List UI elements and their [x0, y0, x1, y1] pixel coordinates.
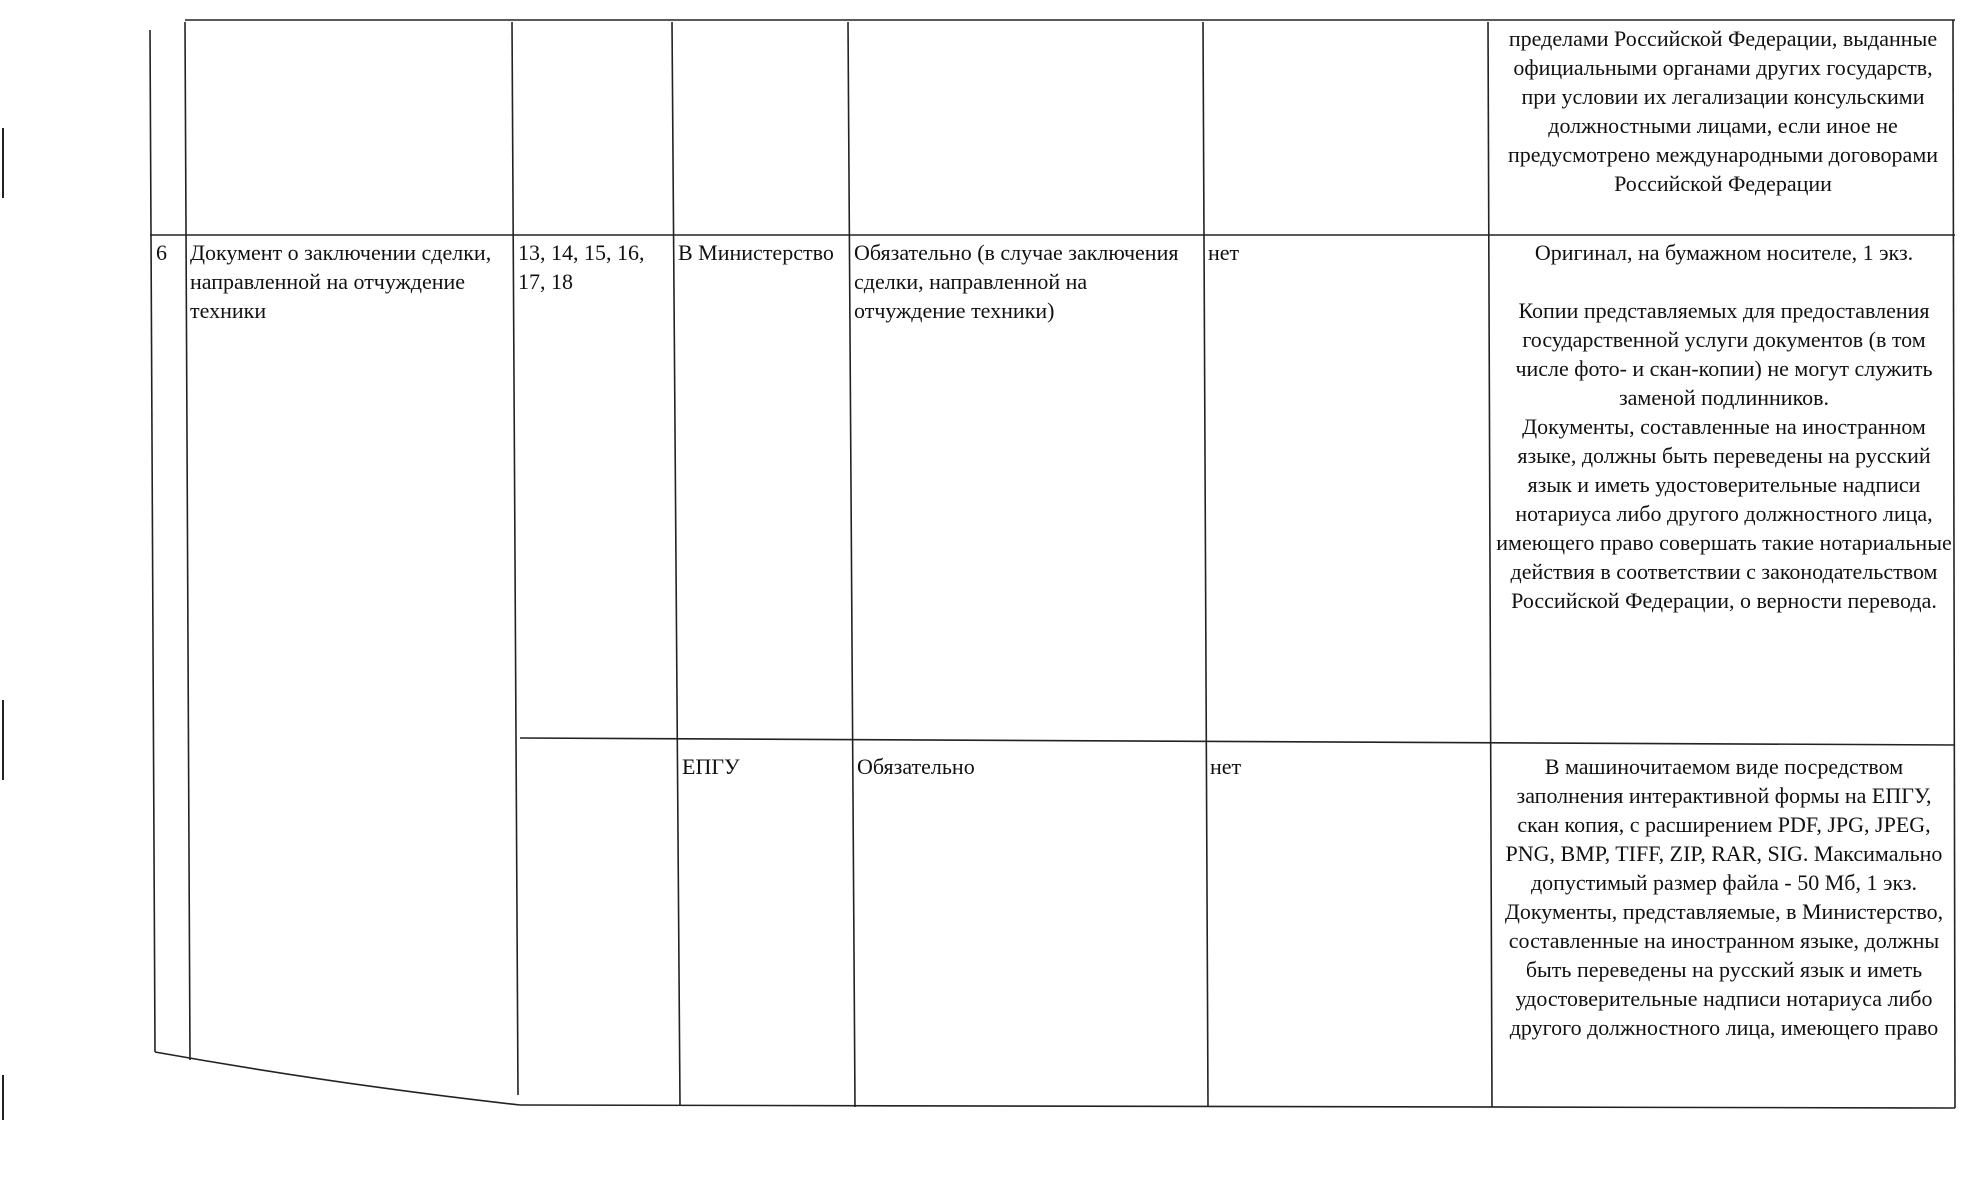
document-name-cell: Документ о заключении сделки, направленной на отчуждение техники	[190, 240, 492, 323]
continued-note-text: пределами Российской Федерации, выданные официальными органами других государств, при условии их легализации консульскими должностными лицами, если иное не предусмотрено международными договорами Российской Федерации	[1507, 26, 1939, 196]
scan-mark	[2, 128, 4, 198]
col-line-0	[150, 30, 155, 1052]
mandatory-cell: Обязательно (в случае заключения сделки, направленной на отчуждение техники)	[854, 240, 1179, 323]
clauses-cell: 13, 14, 15, 16, 17, 18	[518, 240, 645, 294]
interagency-cell: нет	[1208, 240, 1240, 265]
subrow-separator	[520, 738, 1955, 745]
form-cell	[1496, 238, 1952, 615]
table-bottom-curve	[155, 1052, 520, 1105]
col-line-3	[672, 22, 680, 1106]
form-paragraph: Копии представляемых для предоставления государственной услуги документов (в том числе фото- и скан-копии) не могут служить заменой подлинников.	[1515, 298, 1933, 410]
continued-form-cell	[1494, 24, 1952, 198]
col-line-7	[1953, 20, 1955, 1108]
col-line-4	[848, 22, 855, 1107]
col-line-1	[185, 22, 190, 1060]
col-line-6	[1488, 22, 1492, 1107]
scan-mark	[2, 1075, 4, 1120]
row-number: 6	[156, 240, 167, 265]
interagency-cell: нет	[1210, 754, 1242, 779]
channel-cell: ЕПГУ	[682, 754, 740, 779]
form-paragraph: Документы, составленные на иностранном языке, должны быть переведены на русский язык и иметь удостоверительные надписи нотариуса либо другого должностного лица, имеющего право совершать такие нотариальные действия в соответствии с законодательством Российской Федерации, о верности перевода.	[1496, 414, 1952, 613]
channel-cell: В Министерство	[678, 240, 834, 265]
mandatory-cell: Обязательно	[857, 754, 975, 779]
col-line-5	[1203, 22, 1208, 1107]
form-paragraph: В машиночитаемом виде посредством заполнения интерактивной формы на ЕПГУ, скан копия, с расширением PDF, JPG, JPEG, PNG, BMP, TIFF, ZIP, RAR, SIG. Максимально допустимый размер файла - 50 Мб, 1 экз. Документы, представляемые, в Министерство, составленные на иностранном языке, должны быть переведены на русский язык и иметь удостоверительные надписи нотариуса либо другого должностного лица, имеющего право	[1504, 754, 1944, 1040]
form-paragraph: Оригинал, на бумажном носителе, 1 экз.	[1534, 240, 1914, 265]
form-cell	[1496, 752, 1952, 1042]
col-line-2	[512, 22, 518, 1095]
scan-mark	[2, 700, 4, 780]
table-bottom-border	[520, 1105, 1955, 1108]
